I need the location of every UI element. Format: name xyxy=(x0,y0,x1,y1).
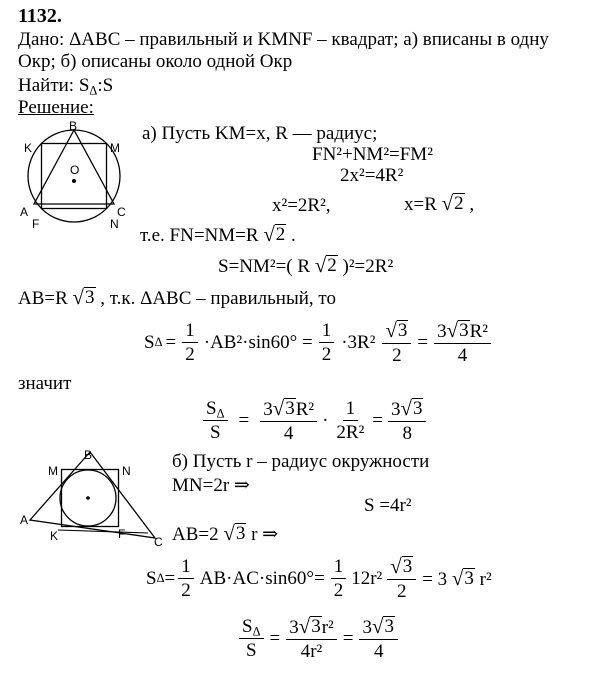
figure-b-label-c: C xyxy=(154,535,163,548)
part-a-area-rad: 2 xyxy=(327,255,337,276)
part-b-fraction-1: $\frac{1}{2}$ xyxy=(178,557,194,600)
part-a-ab-prefix: AB=R xyxy=(18,288,68,309)
find-prefix: Найти: S xyxy=(18,75,90,96)
part-a-ratio-f1: 3 √ 3 R² 4 xyxy=(260,398,317,443)
figure-a-label-b: B xyxy=(69,120,78,133)
part-b-striangle-formula: S Δ = $\frac{1}{2}$ AB·AC·sin60°= $\frac{1}{2}$ 12r² √ 3 2 = 3 √ 3 r² xyxy=(146,553,492,602)
figure-a-label-o: O xyxy=(70,163,80,177)
part-b-st-eq: = xyxy=(164,567,176,589)
part-a-fraction-2: $\frac{1}{2}$ xyxy=(319,321,335,364)
part-a-ratio-f3: 3 √ 3 8 xyxy=(388,398,426,443)
part-b-result: = 3 √ 3 r² xyxy=(422,565,492,590)
part-b-st-lhs: S xyxy=(146,567,157,589)
part-a-ratio-dot: · xyxy=(322,409,329,431)
part-a-striangle-formula: S Δ = $\frac{1}{2}$ ·AB²·sin60° = $\frac{1}{2}$ ·3R² √ 3 2 = 3 √ 3 R² 4 xyxy=(144,314,494,370)
part-b-intro: б) Пусть r – радиус окружности xyxy=(172,451,430,472)
part-a-ratio-f2: $\frac{1}{\text{2R²}}$ xyxy=(336,397,365,443)
solution-label: Решение: xyxy=(18,97,94,118)
figure-a-label-n: N xyxy=(110,217,119,230)
figure-a-label-a: A xyxy=(20,205,29,219)
figure-b-center xyxy=(86,496,90,500)
part-a-area-prefix: S=NM²=( R xyxy=(218,256,311,277)
part-a-pyth: FN²+NM²=FM² xyxy=(312,144,433,165)
figure-a-diagram xyxy=(18,120,138,230)
figure-a-label-f: F xyxy=(32,217,40,230)
problem-number: 1132. xyxy=(18,5,62,27)
find-suffix: :S xyxy=(97,75,114,96)
part-a-te-rad: 2 xyxy=(275,224,286,245)
part-a-fraction-4: 3 √ 3 R² 4 xyxy=(434,320,491,365)
part-a-fraction-1: $\frac{1}{2}$ xyxy=(182,321,198,364)
part-b-mid1: AB·AC·sin60°= xyxy=(199,567,325,589)
part-a-te-suffix: . xyxy=(291,225,296,246)
part-a-fraction-3: √ 3 2 xyxy=(382,320,411,365)
part-b-ab-prefix: AB=2 xyxy=(172,524,219,545)
part-a-area: S=NM²=( R √ 2 )²=2R² xyxy=(218,253,394,277)
part-b-ratio-lhs: $\frac{S_\Delta}{S}$ xyxy=(239,617,264,660)
part-a-te: т.е. FN=NM=R √ 2 . xyxy=(140,222,296,246)
part-a-st-lhs: S xyxy=(144,331,155,353)
part-b-ab-suffix: r ⇒ xyxy=(251,524,279,545)
part-a-ratio-lhs: $\frac{S_\Delta}{S}$ xyxy=(203,399,228,442)
part-b-ab: AB=2 √ 3 r ⇒ xyxy=(172,521,279,545)
given-line-2: Окр; б) описаны около одной Окр xyxy=(18,51,293,72)
part-a-st-eq: = xyxy=(165,331,177,353)
figure-b-label-a: A xyxy=(20,513,29,527)
part-a-eq-sign: = xyxy=(417,331,429,353)
figure-a-label-c: C xyxy=(117,205,126,219)
part-b-ratio-eq2: = xyxy=(342,627,354,649)
part-b-ratio-formula xyxy=(236,610,401,666)
figure-b-diagram xyxy=(18,448,168,548)
part-a-mid2: ·3R² xyxy=(341,331,376,353)
part-a-ratio-eq1: = xyxy=(238,409,250,431)
part-a-ab-rad: 3 xyxy=(85,287,95,308)
find-line xyxy=(18,75,114,98)
part-b-ab-rad: 3 xyxy=(235,523,246,544)
part-b-fraction-3: √ 3 2 xyxy=(387,556,416,601)
figure-b-label-n: N xyxy=(122,464,131,478)
part-b-ratio-f2: 3 √ 3 4 xyxy=(359,616,397,661)
figure-b-label-b: B xyxy=(84,448,93,462)
figure-a-label-k: K xyxy=(24,141,33,155)
part-a-eq4: x=R √ 2 , xyxy=(404,191,475,215)
figure-b-label-m: M xyxy=(48,464,58,478)
part-a-ab-suffix: , т.к. ΔABC – правильный, то xyxy=(100,288,336,309)
part-b-ratio-f1: 3 √ 3 r² 4r² xyxy=(286,616,337,661)
part-a-eq4-prefix: x=R xyxy=(404,194,437,215)
part-a-eq4-suffix: , xyxy=(469,194,475,215)
figure-b-label-f: F xyxy=(118,527,126,541)
part-a-ratio-eq2: = xyxy=(372,409,384,431)
part-a-mid1: ·AB²·sin60° = xyxy=(203,331,313,353)
part-a-eq2: 2x²=4R² xyxy=(340,165,404,186)
figure-b-label-k: K xyxy=(50,529,59,543)
part-b-s: S =4r² xyxy=(364,495,412,516)
figure-a-label-m: M xyxy=(110,141,120,155)
part-b-mn: MN=2r ⇒ xyxy=(172,475,250,496)
part-a-eq4-rad: 2 xyxy=(454,193,464,214)
part-a-area-suffix: )²=2R² xyxy=(342,256,394,277)
part-b-mid2: 12r² xyxy=(351,567,383,589)
figure-a-center xyxy=(72,179,76,183)
part-b-ratio-eq1: = xyxy=(269,627,281,649)
part-a-ab: AB=R √ 3 , т.к. ΔABC – правильный, то xyxy=(18,285,336,309)
part-a-eq3: x²=2R², xyxy=(272,195,331,216)
part-a-therefore: значит xyxy=(18,373,72,394)
given-line-1: Дано: ΔABC – правильный и KMNF – квадрат; а) вписаны в одну xyxy=(18,29,549,50)
part-a-te-prefix: т.е. FN=NM=R xyxy=(140,225,259,246)
find-sub: Δ xyxy=(89,83,98,98)
part-a-intro: а) Пусть KM=x, R — радиус; xyxy=(142,123,378,144)
part-b-fraction-2: $\frac{1}{2}$ xyxy=(331,557,347,600)
part-a-ratio-formula xyxy=(200,392,429,448)
